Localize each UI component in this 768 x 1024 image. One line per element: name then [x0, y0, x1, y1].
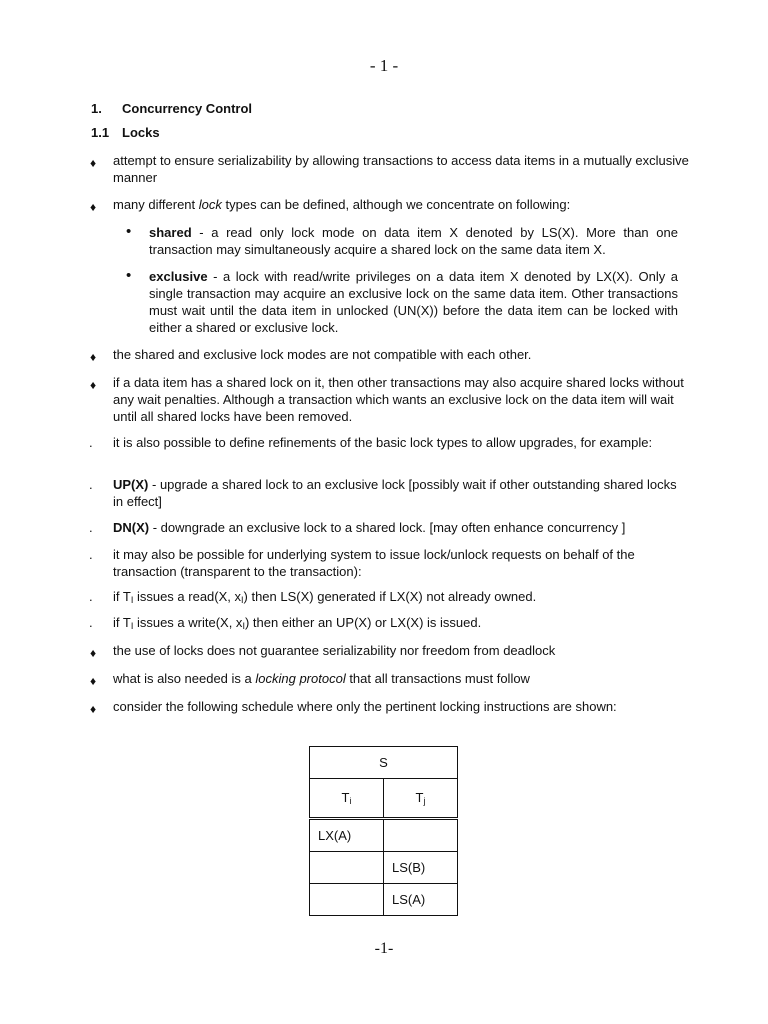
list-item: [89, 698, 689, 715]
list-item: [89, 670, 689, 687]
diamond-bullet-icon: ♦: [90, 378, 97, 392]
table-cell-ti: LX(A): [310, 819, 384, 852]
table-cell-tj: [384, 819, 458, 852]
diamond-bullet-icon: ♦: [90, 200, 97, 214]
list-item-text: the use of locks does not guarantee serializability nor freedom from deadlock: [113, 643, 556, 658]
list-item: [89, 346, 689, 363]
page-number-top: - 1 -: [369, 56, 399, 75]
list-item: [89, 196, 689, 213]
diamond-bullet-icon: ♦: [90, 350, 97, 364]
page-number-bottom: -1-: [374, 940, 394, 957]
sub-list-item-shared: [126, 224, 678, 258]
column-header-ti: $T_i$: [310, 779, 384, 819]
table-row: [310, 819, 458, 852]
list-item-text: if $T_I$ issues a read(X, $x_I$) then LS(X) generated if LX(X) not already owned.: [113, 589, 537, 605]
list-item-text: consider the following schedule where only the pertinent locking instructions are shown:: [113, 699, 617, 714]
list-item: [89, 588, 689, 609]
subsection-number: 1.1: [91, 125, 110, 140]
table-cell-tj: LS(B): [384, 852, 458, 884]
schedule-title: S: [310, 747, 458, 779]
list-item-text: shared - a read only lock mode on data item X denoted by LS(X). More than one transaction may simultaneously acquire a shared lock on the same data item X.: [149, 225, 678, 257]
list-item: [89, 434, 689, 451]
table-row: [310, 852, 458, 884]
list-item: [89, 152, 689, 186]
diamond-bullet-icon: ♦: [90, 702, 97, 716]
list-item-text: it may also be possible for underlying system to issue lock/unlock requests on behalf of the transaction (transparent to the transaction):: [113, 547, 635, 579]
table-cell-ti: [310, 852, 384, 884]
list-item: [89, 476, 689, 510]
list-item: [89, 642, 689, 659]
sub-list-item-exclusive: [126, 268, 678, 336]
list-item: [89, 614, 689, 635]
list-item-text: attempt to ensure serializability by allowing transactions to access data items in a mutually exclusive manner: [113, 153, 689, 185]
list-item-text: many different lock types can be defined, although we concentrate on following:: [113, 197, 571, 212]
list-item-text: DN(X) - downgrade an exclusive lock to a shared lock. [may often enhance concurrency ]: [113, 520, 626, 535]
column-header-tj: $T_j$: [384, 779, 458, 819]
dot-bullet-icon: .: [89, 589, 93, 604]
list-item: [89, 374, 689, 425]
section-number: 1.: [91, 101, 102, 116]
list-item-text: it is also possible to define refinements of the basic lock types to allow upgrades, for example:: [113, 435, 653, 450]
schedule-table: [309, 746, 458, 916]
dot-bullet-icon: .: [89, 435, 93, 450]
subsection-heading: [91, 125, 160, 140]
section-title: Concurrency Control: [122, 101, 253, 116]
diamond-bullet-icon: ♦: [90, 646, 97, 660]
dot-bullet-icon: .: [89, 520, 93, 535]
list-item-text: what is also needed is a locking protocol that all transactions must follow: [113, 671, 530, 686]
dot-bullet-icon: .: [89, 547, 93, 562]
diamond-bullet-icon: ♦: [90, 156, 97, 170]
table-cell-ti: [310, 884, 384, 916]
subsection-title: Locks: [122, 125, 160, 140]
section-heading: [91, 101, 252, 116]
list-item-text: if a data item has a shared lock on it, then other transactions may also acquire shared locks without any wait penalties. Although a transaction which wants an exclusive lock on the data item will wait until all shared locks have been removed.: [113, 375, 684, 424]
round-bullet-icon: •: [126, 267, 132, 284]
list-item-text: UP(X) - upgrade a shared lock to an exclusive lock [possibly wait if other outstanding shared locks in effect]: [113, 477, 677, 509]
list-item: [89, 519, 689, 536]
diamond-bullet-icon: ♦: [90, 674, 97, 688]
list-item-text: exclusive - a lock with read/write privileges on a data item X denoted by LX(X). Only a single transaction may acquire an exclusive lock on the same data item. Other transactions must wait until the data item in unlocked (UN(X)) before the data item can be locked with either a shared or exclusive lock.: [149, 269, 678, 335]
dot-bullet-icon: .: [89, 615, 93, 630]
table-row: [310, 884, 458, 916]
dot-bullet-icon: .: [89, 477, 93, 492]
list-item-text: the shared and exclusive lock modes are not compatible with each other.: [113, 347, 532, 362]
list-item-text: if $T_I$ issues a write(X, $x_I$) then either an UP(X) or LX(X) is issued.: [113, 615, 482, 631]
list-item: [89, 546, 689, 580]
round-bullet-icon: •: [126, 223, 132, 240]
table-cell-tj: LS(A): [384, 884, 458, 916]
